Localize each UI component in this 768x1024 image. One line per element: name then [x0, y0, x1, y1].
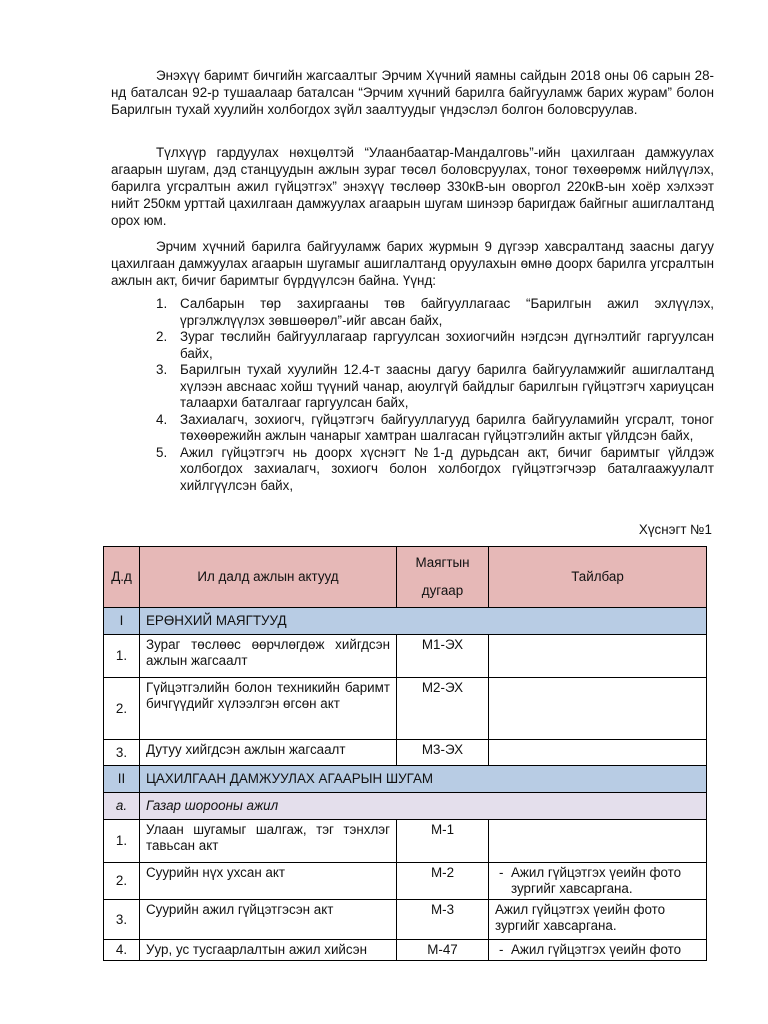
row-number: 2. [104, 863, 140, 900]
list-item-text: Зураг төслийн байгууллагаар гаргуулсан зохиогчийн нэгдсэн дүгнэлтийг гаргуулсан байх, [180, 329, 714, 361]
row-code: М-47 [397, 940, 489, 961]
header-code-line1: Маягтын [415, 555, 470, 570]
subsection-row [104, 793, 707, 820]
row-code: М-3 [397, 900, 489, 940]
table-row [104, 863, 707, 900]
subsection-title: Газар шорооны ажил [140, 793, 707, 820]
row-number: 1. [104, 820, 140, 863]
row-number: 3. [104, 900, 140, 940]
list-item-number: 4. [156, 411, 168, 427]
row-number: 3. [104, 740, 140, 766]
row-act: Суурийн нүх ухсан акт [140, 863, 397, 900]
row-note-text: Ажил гүйцэтгэх үеийн фото зургийг хавсаргана. [511, 865, 682, 896]
row-code: М1-ЭХ [397, 635, 489, 678]
row-code: М-2 [397, 863, 489, 900]
table-row [104, 635, 707, 678]
row-note: - Ажил гүйцэтгэх үеийн фото [489, 940, 707, 961]
list-item-number: 2. [156, 329, 168, 344]
header-code [397, 547, 489, 608]
list-item [156, 296, 714, 329]
list-item-number: 3. [156, 362, 168, 377]
row-act: Уур, ус тусгаарлалтын ажил хийсэн [140, 940, 397, 961]
row-code: М-1 [397, 820, 489, 863]
row-code: М3-ЭХ [397, 740, 489, 766]
row-number: 1. [104, 635, 140, 678]
section-title: ЕРӨНХИЙ МАЯГТУУД [140, 608, 707, 635]
row-number: 4. [104, 940, 140, 961]
appendix-label: Хүснэгт №1 [638, 522, 712, 537]
row-act: Зураг төслөөс өөрчлөгдөж хийгдсэн ажлын жагсаалт [140, 635, 397, 678]
row-note [489, 740, 707, 766]
table-header-row [104, 547, 707, 608]
row-code: М2-ЭХ [397, 678, 489, 740]
section-row [104, 608, 707, 635]
section-title: ЦАХИЛГААН ДАМЖУУЛАХ АГААРЫН ШУГАМ [140, 766, 707, 793]
list-item [156, 362, 714, 412]
row-act: Суурийн ажил гүйцэтгэсэн акт [140, 900, 397, 940]
requirements-list [156, 296, 714, 494]
subsection-number: а. [104, 793, 140, 820]
row-note: Ажил гүйцэтгэх үеийн фото зургийг хавсаргана. [489, 900, 707, 940]
list-item [156, 445, 714, 495]
list-item [156, 412, 714, 445]
section-row [104, 766, 707, 793]
list-item-text: Захиалагч, зохиогч, гүйцэтгэгч байгууллагууд барилга байгууламийн угсралт, тоног төхөөрежийн ажлын чанарыг хамтран шалгасан гүйцэтгэлийн актыг үйлдсэн байх, [180, 411, 714, 443]
list-item-number: 1. [156, 296, 168, 311]
row-act: Дутуу хийгдсэн ажлын жагсаалт [140, 740, 397, 766]
row-act: Гүйцэтгэлийн болон техникийн баримт бичгүүдийг хүлээлгэн өгсөн акт [140, 678, 397, 740]
table-row [104, 740, 707, 766]
list-item-text: Салбарын төр захиргааны төв байгууллагаас “Барилгын ажил эхлүүлэх, үргэлжлүүлэх зөвшөөрөл”-ийг авсан байх, [180, 296, 714, 328]
header-code-line2: дугаар [421, 583, 464, 598]
header-note: Тайлбар [489, 547, 707, 608]
acts-table [103, 546, 707, 961]
table-row [104, 820, 707, 863]
table-row [104, 678, 707, 740]
row-number: 2. [104, 678, 140, 740]
intro-paragraph-2: Түлхүүр гардуулах нөхцөлтэй “Улаанбаатар-Мандалговь”-ийн цахилгаан дамжуулах агаарын шугам, дэд станцуудын ажлын зураг төсөл боловсруулах, тоног төхөөрөмж нийлүүлэх, барилга угсралтын ажил гүйцэтгэх” энэхүү төслөөр 330кВ-ын оворгол 220кВ-ын хоёр хэлхээт нийт 250км урттай цахилгаан дамжуулах агаарын шугам шинээр баригдаж байгныг ашиглалтанд орох юм. [111, 145, 714, 228]
intro-paragraph-3: Эрчим хүчний барилга байгууламж барих журмын 9 дүгээр хавсралтанд заасны дагуу цахилгаан дамжуулах агаарын шугамыг ашиглалтанд оруулахын өмнө доорх барилга угсралтын ажлын акт, бичиг баримтыг бүрдүүлсэн байна. Үүнд: [111, 239, 714, 288]
intro-paragraph-1: Энэхүү баримт бичгийн жагсаалтыг Эрчим Хүчний яамны сайдын 2018 оны 06 сарын 28-нд баталсан 92-р тушаалаар баталсан “Эрчим хүчний барилга байгууламж барих журам” болон Барилгын тухай хуулийн холбогдох зүйл заалтуудыг үндэслэл болгон боловсруулав. [111, 68, 714, 117]
table-row [104, 900, 707, 940]
row-note: - Ажил гүйцэтгэх үеийн фото зургийг хавсаргана. [489, 863, 707, 900]
row-act: Улаан шугамыг шалгаж, тэг тэнхлэг тавьсан акт [140, 820, 397, 863]
section-number: I [104, 608, 140, 635]
row-note [489, 820, 707, 863]
list-item-text: Ажил гүйцэтгэгч нь доорх хүснэгт №1-д дурьдсан акт, бичиг баримтыг үйлдэж холбогдох захиалагч, зохиогч болон холбогдох гүйцэтгэгчээр баталгаажуулалт хийлгүүлсэн байх, [180, 444, 714, 493]
row-note [489, 635, 707, 678]
row-note [489, 678, 707, 740]
header-num: Д.д [104, 547, 140, 608]
row-note-text: Ажил гүйцэтгэх үеийн фото [511, 942, 682, 957]
list-item-number: 5. [156, 444, 168, 460]
header-act: Ил далд ажлын актууд [140, 547, 397, 608]
list-item-text: Барилгын тухай хуулийн 12.4-т заасны дагуу барилга байгууламжийг ашиглалтанд хүлээн авснаас хойш түүний чанар, аюулгүй байдлыг барилгын гүйцэтгэгч хариуцсан талаархи баталгааг гаргуулсан байх, [180, 362, 714, 410]
section-number: II [104, 766, 140, 793]
table-row [104, 940, 707, 961]
list-item [156, 329, 714, 362]
